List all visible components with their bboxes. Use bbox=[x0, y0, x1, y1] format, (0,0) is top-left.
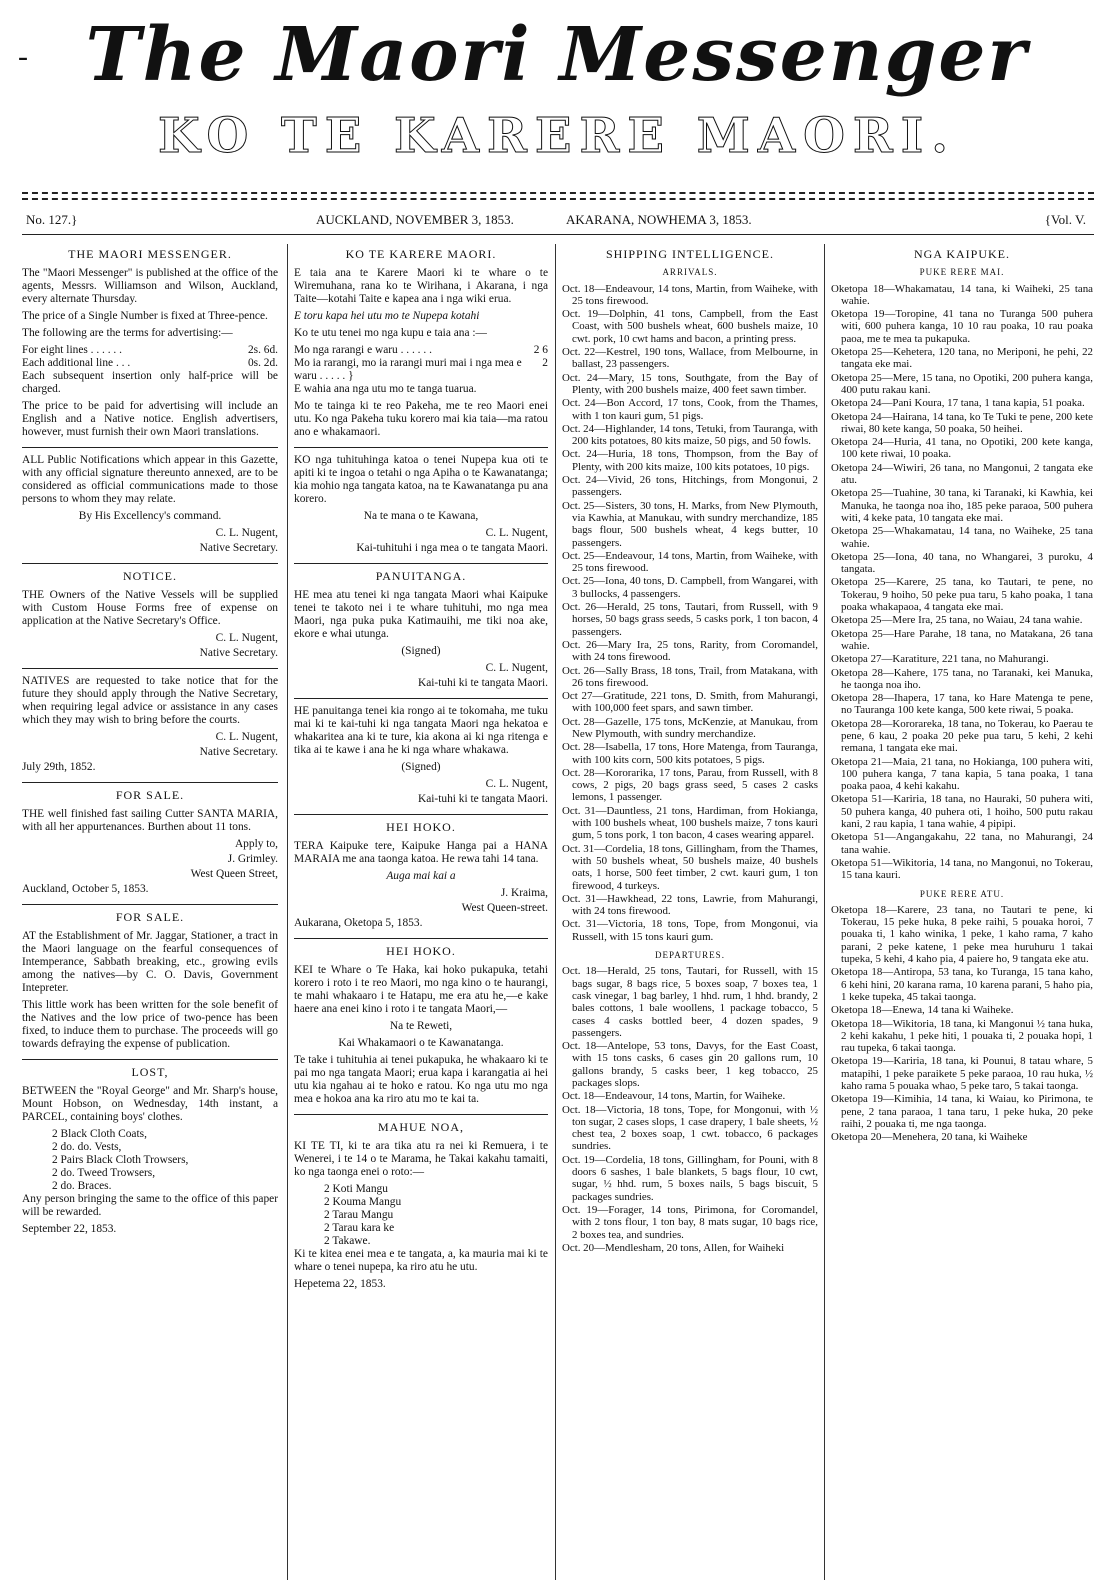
paragraph: E toru kapa hei utu mo te Nupepa kotahi bbox=[294, 310, 480, 322]
shipping-entry: Oketopa 24—Huria, 41 tana, no Opotiki, 200 kete kanga, 100 kete riwai, 10 poaka. bbox=[831, 436, 1093, 461]
list-item: 2 do. do. Vests, bbox=[52, 1141, 122, 1153]
paragraph: HE mea atu tenei ki nga tangata Maori whai Kaipuke tenei te takoto nei i te whare tuhituhi, mo nga mea Maori, nga puka puka Katimauihi, me tiki noa ake, ekore e whai utunga. bbox=[294, 589, 548, 640]
paragraph: E wahia ana nga utu mo te tanga tuarua. bbox=[294, 383, 477, 395]
shipping-entry: Oketopa 27—Karatiture, 221 tana, no Mahurangi. bbox=[831, 653, 1049, 666]
section-heading: HEI HOKO. bbox=[386, 820, 456, 834]
shipping-entry: Oct. 24—Huria, 18 tons, Thompson, from the Bay of Plenty, with 200 kits maize, 100 kits potatoes, 10 pigs. bbox=[562, 448, 818, 473]
paragraph: This little work has been written for the sole benefit of the Natives and the low price of two-pence has been fixed, to induce them to purchase. The proceeds will go towards defraying the expense of publication. bbox=[22, 999, 278, 1050]
shipping-entry: Oketopa 18—Whakamatau, 14 tana, ki Waiheki, 25 tana wahie. bbox=[831, 282, 1093, 307]
shipping-entry: Oct. 31—Victoria, 18 tons, Tope, from Mongonui, via Russell, with 15 tons kauri gum. bbox=[562, 918, 818, 943]
list-item: 2 Kouma Mangu bbox=[324, 1196, 402, 1208]
paragraph: The following are the terms for advertising:— bbox=[22, 327, 233, 339]
shipping-entry: Oketopa 25—Mere Ira, 25 tana, no Waiau, 24 tana wahie. bbox=[831, 614, 1083, 627]
masthead-subtitle: KO TE KARERE MAORI. bbox=[158, 108, 956, 164]
shipping-entry: Oketopa 18—Enewa, 14 tana ki Waiheke. bbox=[831, 1004, 1014, 1017]
rule-dateline bbox=[22, 234, 1094, 235]
section-heading: HEI HOKO. bbox=[386, 944, 456, 958]
signature: C. L. Nugent, bbox=[215, 731, 278, 743]
list-item: 2 Koti Mangu bbox=[324, 1183, 388, 1195]
date: Hepetema 22, 1853. bbox=[294, 1278, 386, 1290]
paragraph: Ko te utu tenei mo nga kupu e taia ana :— bbox=[294, 327, 487, 339]
paragraph: The price of a Single Number is fixed at Three-pence. bbox=[22, 310, 268, 322]
shipping-entry: Oketopa 25—Karere, 25 tana, ko Tautari, te pene, no Tokerau, 9 hoiho, 50 peke pua taru, 5 kaho poaka, 1 tana poaka whakapaoa, 4 tangata eke mai. bbox=[831, 576, 1093, 614]
list-item: 2 Pairs Black Cloth Trowsers, bbox=[52, 1154, 189, 1166]
shipping-entry: Oketopa 25—Whakamatau, 14 tana, no Waiheke, 25 tana wahie. bbox=[831, 525, 1093, 550]
column-divider bbox=[287, 244, 288, 1580]
shipping-entry: Oketopa 51—Wikitoria, 14 tana, no Mangonui, no Tokerau, 15 tana kauri. bbox=[831, 856, 1093, 882]
paragraph: Any person bringing the same to the office of this paper will be rewarded. bbox=[22, 1193, 278, 1218]
departures-list bbox=[831, 904, 1093, 1144]
paragraph: THE Owners of the Native Vessels will be supplied with Custom House Forms free of expense on application at the Native Secretary's Office. bbox=[22, 589, 278, 627]
apply-line: Apply to, bbox=[234, 838, 278, 850]
signature: C. L. Nugent, bbox=[215, 527, 278, 539]
paragraph: The "Maori Messenger" is published at the office of the agents, Messrs. Williamson and Wilson, Auckland, every alternate Thursday. bbox=[22, 267, 278, 305]
date: Aukarana, Oketopa 5, 1853. bbox=[294, 917, 423, 929]
shipping-entry: Oct. 28—Isabella, 17 tons, Hore Matenga, from Tauranga, with 100 kits corn, 500 kits potatoes, 5 pigs. bbox=[562, 741, 818, 766]
shipping-entry: Oketopa 19—Kariria, 18 tana, ki Pounui, 8 tatau whare, 5 matapihi, 1 peke paraikete 5 peke paraoa, 10 rau huka, ½ kaho rama 5 pouaka whao, 5 peke taro, 5 takai taonga. bbox=[831, 1055, 1093, 1092]
signed-label: (Signed) bbox=[401, 645, 441, 657]
shipping-entry: Oketopa 18—Antiropa, 53 tana, ko Turanga, 15 tana kaho, 6 kehi hini, 20 karana rama, 10 karena parani, 5 haho pia, 1 keke tupeka, 45 takai taonga. bbox=[831, 966, 1093, 1003]
shipping-entry: Oketopa 24—Wiwiri, 26 tana, no Mangonui, 2 tangata eke atu. bbox=[831, 461, 1093, 487]
list-item: 2 Takawe. bbox=[324, 1235, 371, 1247]
paragraph: Mo te tainga ki te reo Pakeha, me te reo Maori enei utu. Ko nga Pakeha tuku korero mai kia taia—ma ratou ano e whakamaori. bbox=[294, 400, 548, 438]
section-heading: MAHUE NOA, bbox=[378, 1120, 464, 1134]
shipping-entry: Oketopa 20—Menehera, 20 tana, ki Waiheke bbox=[831, 1131, 1028, 1144]
shipping-entry: Oct. 31—Dauntless, 21 tons, Hardiman, from Hokianga, with 100 bushels wheat, 100 bushels maize, 7 tons kauri gum, 5 tons pork, 1 ton bacon, 4 cases wearing apparel. bbox=[562, 804, 818, 842]
signature-title: Kai-tuhi ki te tangata Maori. bbox=[417, 677, 548, 689]
shipping-entry: Oketopa 24—Hairana, 14 tana, ko Te Tuki te pene, 200 kete riwai, 80 kete kanga, 50 poaka, 50 heihei. bbox=[831, 410, 1093, 435]
divider bbox=[22, 668, 278, 669]
list-item: 2 do. Braces. bbox=[52, 1180, 112, 1192]
shipping-entry: Oct. 25—Iona, 40 tons, D. Campbell, from Wangarei, with 3 bullocks, 4 passengers. bbox=[562, 575, 818, 600]
shipping-entry: Oct 27—Gratitude, 221 tons, D. Smith, from Mahurangi, with 100,000 feet spars, and sawn timber. bbox=[562, 690, 818, 715]
shipping-entry: Oct. 24—Mary, 15 tons, Southgate, from the Bay of Plenty, with 200 bushels maize, 400 feet sawn timber. bbox=[562, 371, 818, 396]
arrivals-list bbox=[562, 283, 818, 943]
date: Auckland, October 5, 1853. bbox=[22, 883, 149, 895]
column-english-notices bbox=[22, 244, 278, 1580]
paragraph: BETWEEN the "Royal George" and Mr. Sharp's house, Mount Hobson, on Wednesday, 14th instant, a PARCEL, containing boys' clothes. bbox=[22, 1085, 278, 1123]
paragraph: KEI te Whare o Te Haka, kai hoko pukapuka, tetahi korero i roto i te reo Maori, mo nga kino o te haurangi, te mahi whakaaro i te Hatapu, me era atu he,—e kake haere ana enei kino i roto i te tangata Maori,— bbox=[294, 964, 548, 1015]
signature: C. L. Nugent, bbox=[485, 527, 548, 539]
shipping-entry: Oketopa 51—Kariria, 18 tana, no Hauraki, 50 puhera witi, 50 puhera kanga, 40 puhera oti, 1 hoiho, 500 putu rakau kani, 2 rau kapia, 1 tana wahie, 4 pipipi. bbox=[831, 793, 1093, 831]
column-shipping-english bbox=[562, 244, 818, 1580]
shipping-entry: Oketopa 25—Kehetera, 120 tana, no Meriponi, he pehi, 22 tangata eke mai. bbox=[831, 346, 1093, 371]
column-divider bbox=[555, 244, 556, 1580]
subheading-arrivals: ARRIVALS. bbox=[662, 267, 718, 278]
rate-label: Mo nga rarangi e waru . . . . . . bbox=[294, 344, 432, 356]
ornament-dash: - bbox=[18, 40, 28, 73]
shipping-entry: Oct. 28—Kororarika, 17 tons, Parau, from Russell, with 8 cows, 2 pigs, 20 bags grass seed, 5 cases 2 casks lemons, 1 passenger. bbox=[562, 766, 818, 804]
column-maori-notices bbox=[294, 244, 548, 1580]
shipping-entry: Oct. 20—Mendlesham, 20 tons, Allen, for Waiheki bbox=[562, 1241, 785, 1254]
section-heading: NGA KAIPUKE. bbox=[914, 247, 1010, 261]
section-heading: THE MAORI MESSENGER. bbox=[68, 247, 232, 261]
divider bbox=[22, 904, 278, 905]
shipping-entry: Oketopa 25—Hare Parahe, 18 tana, no Matakana, 26 tana wahie. bbox=[831, 627, 1093, 652]
rate-value: 2s. 6d. bbox=[247, 344, 278, 356]
paragraph: TERA Kaipuke tere, Kaipuke Hanga pai a HANA MARAIA me ana taonga katoa. He rewa tahi 14 tana. bbox=[294, 840, 548, 865]
shipping-entry: Oct. 31—Cordelia, 18 tons, Gillingham, from the Thames, with 50 bushels wheat, 50 bushels maize, 40 bushels oats, 1 horse, 500 feet timber, 2 cwt. kauri gum, 1 ton firewood, 4 turkeys. bbox=[562, 842, 818, 892]
paragraph: KI TE TI, ki te ara tika atu ra nei ki Remuera, i te Wenerei, i te 14 o te Marama, he Takai kakahu tamaiti, ko nga taonga enei o roto:— bbox=[294, 1140, 548, 1178]
shipping-entry: Oketopa 25—Mere, 15 tana, no Opotiki, 200 puhera kanga, 400 putu rakau kani. bbox=[831, 371, 1093, 396]
shipping-entry: Oct. 25—Endeavour, 14 tons, Martin, from Waiheke, with 25 tons firewood. bbox=[562, 549, 818, 575]
rate-label: Each additional line . . . bbox=[22, 357, 131, 369]
section-heading: FOR SALE. bbox=[115, 910, 185, 924]
signature: J. Grimley. bbox=[227, 853, 278, 865]
shipping-entry: Oct. 18—Endeavour, 14 tons, Martin, from Waiheke, with 25 tons firewood. bbox=[562, 282, 818, 307]
shipping-entry: Oketopa 24—Pani Koura, 17 tana, 1 tana kapia, 51 poaka. bbox=[831, 397, 1085, 410]
signature: C. L. Nugent, bbox=[485, 778, 548, 790]
paragraph: THE well finished fast sailing Cutter SANTA MARIA, with all her appurtenances. Burthen about 11 tons. bbox=[22, 808, 278, 833]
date-maori: AKARANA, NOWHEMA 3, 1853. bbox=[566, 212, 752, 227]
shipping-entry: Oct. 26—Herald, 25 tons, Tautari, from Russell, with 9 horses, 50 bags grass seeds, 5 casks pork, 1 ton bacon, 4 passengers. bbox=[562, 601, 818, 638]
section-heading: KO TE KARERE MAORI. bbox=[345, 247, 497, 261]
section-heading: PANUITANGA. bbox=[375, 569, 467, 583]
rate-row bbox=[294, 357, 548, 383]
signature: J. Kraima, bbox=[500, 887, 548, 899]
address: West Queen Street, bbox=[190, 868, 278, 880]
issue-number: No. 127.} bbox=[26, 212, 78, 227]
section-heading: FOR SALE. bbox=[115, 788, 185, 802]
shipping-entry: Oct. 26—Mary Ira, 25 tons, Rarity, from Coromandel, with 24 tons firewood. bbox=[562, 638, 818, 664]
divider bbox=[294, 814, 548, 815]
shipping-entry: Oct. 24—Highlander, 14 tons, Tetuki, from Tauranga, with 200 kits potatoes, 80 kits maize, 50 pigs, and 50 fowls. bbox=[562, 422, 818, 448]
shipping-entry: Oketopa 19—Toropine, 41 tana no Turanga 500 puhera witi, 600 puhera kanga, 10 10 rau poaka, 10 rau poaka paoa, me te mea ta pukapuka. bbox=[831, 308, 1093, 345]
signature: Na te Reweti, bbox=[389, 1020, 453, 1032]
list-item: 2 Black Cloth Coats, bbox=[52, 1128, 147, 1140]
volume: {Vol. V. bbox=[1044, 212, 1086, 227]
divider bbox=[294, 698, 548, 699]
address: West Queen-street. bbox=[461, 902, 548, 914]
shipping-entry: Oct. 19—Dolphin, 41 tons, Campbell, from the East Coast, with 500 bushels wheat, 600 bushels maize, 10 cwt. pork, 10 cwt hams and bacon, a printing press. bbox=[562, 308, 818, 345]
list-item: 2 Tarau kara ke bbox=[324, 1222, 395, 1234]
signature-title: Kai Whakamaori o te Kawanatanga. bbox=[338, 1037, 504, 1049]
rate-label: Mo ia rarangi, mo ia rarangi muri mai i nga mea e waru . . . . . } bbox=[294, 357, 522, 382]
departures-list bbox=[562, 965, 818, 1254]
shipping-entry: Oketopa 18—Karere, 23 tana, no Tautari te pene, ki Tokerau, 15 peke huka, 8 peke raihi, 5 pouaka horoi, 7 pouaka ti, 1 kaho winika, 1 peke, 1 kaho rama, 7 kaho parani, 2 peke katene, 1 peke mea huruhuru 1 takai tupeka, 5 kehi, 4 kaho pia, 4 paiere ho, 9 tangata eke atu. bbox=[831, 903, 1093, 966]
signed-label: (Signed) bbox=[401, 761, 441, 773]
rate-value: 2 bbox=[542, 357, 548, 369]
rate-row bbox=[294, 344, 548, 357]
column-shipping-maori bbox=[831, 244, 1093, 1580]
command-line: By His Excellency's command. bbox=[78, 510, 222, 522]
shipping-entry: Oct. 25—Sisters, 30 tons, H. Marks, from New Plymouth, via Kawhia, at Manukau, with sundry merchandize, 185 bags flour, 500 bushels wheat, 4 kegs butter, 10 passengers. bbox=[562, 499, 818, 549]
shipping-entry: Oct. 31—Hawkhead, 22 tons, Lawrie, from Mahurangi, with 24 tons firewood. bbox=[562, 892, 818, 918]
apply-line: Auga mai kai a bbox=[386, 870, 456, 882]
shipping-entry: Oct. 24—Vivid, 26 tons, Hitchings, from Mongonui, 2 passengers. bbox=[562, 474, 818, 499]
divider bbox=[294, 447, 548, 448]
date: July 29th, 1852. bbox=[22, 761, 96, 773]
divider bbox=[294, 1114, 548, 1115]
shipping-entry: Oketopa 19—Kimihia, 14 tana, ki Waiau, ko Pirimona, te pene, 2 tana paraoa, 1 tana taru, 1 peke huka, 20 peke raihi, 2 pouaka ti, me nga taonga. bbox=[831, 1093, 1093, 1130]
paragraph: ALL Public Notifications which appear in this Gazette, with any official signature thereunto annexed, are to be considered as official communications made to those persons to whom they may relate. bbox=[22, 454, 278, 505]
rate-label: For eight lines . . . . . . bbox=[22, 344, 122, 356]
shipping-entry: Oketopa 25—Tuahine, 30 tana, ki Taranaki, ki Kawhia, kei Manuka, he taonga noa iho, 185 peke paraoa, 500 puhera witi, 4 keke pata, 10 tangata eke mai. bbox=[831, 487, 1093, 524]
paragraph: Te take i tuhituhia ai tenei pukapuka, he whakaaro ki te pai mo nga tangata Maori; erua kapa i karangatia ai hei utu kia ngahau ai te hoko e ratou. Ko nga utu mo nga mea e hokoa ana ka riro atu mo te kai ta. bbox=[294, 1054, 548, 1105]
signature-title: Kai-tuhituhi i nga mea o te tangata Maori. bbox=[356, 542, 548, 554]
shipping-entry: Oketopa 28—Kororareka, 18 tana, no Tokerau, ko Paerau te pene, 6 kau, 2 poaka 20 peke pua taru, 5 kehi, 2 kehi remana, 1 tangata eke mai. bbox=[831, 717, 1093, 755]
divider bbox=[22, 447, 278, 448]
date: September 22, 1853. bbox=[22, 1223, 117, 1235]
date-english: AUCKLAND, NOVEMBER 3, 1853. bbox=[316, 212, 514, 227]
divider bbox=[294, 563, 548, 564]
section-heading: LOST, bbox=[131, 1065, 169, 1079]
divider bbox=[22, 563, 278, 564]
shipping-entry: Oketopa 25—Iona, 40 tana, no Whangarei, 3 puroku, 4 tangata. bbox=[831, 550, 1093, 576]
shipping-entry: Oct. 18—Herald, 25 tons, Tautari, for Russell, with 15 bags sugar, 8 bags rice, 5 boxes soap, 7 boxes tea, 1 cask vinegar, 1 bag barley, 1 hhd. rum, 1 hhd. brandy, 2 bales cottons, 1 bale woollens, 1 package tobacco, 5 cases 4 casks bottled beer, 4 dozen spades, 9 passengers. bbox=[562, 965, 818, 1039]
shipping-entry: Oct. 18—Victoria, 18 tons, Tope, for Mongonui, with ½ ton sugar, 2 cases slops, 1 case drapery, 1 bale sheets, ½ chest tea, 2 boxes soap, 1 cwt. tobacco, 6 packages sundries. bbox=[562, 1103, 818, 1153]
arrivals-list bbox=[831, 283, 1093, 882]
subheading-departures: DEPARTURES. bbox=[655, 950, 725, 961]
masthead bbox=[0, 0, 1114, 195]
column-divider bbox=[824, 244, 825, 1580]
shipping-entry: Oketopa 51—Angangakahu, 22 tana, no Mahurangi, 24 tana wahie. bbox=[831, 831, 1093, 856]
shipping-entry: Oct. 26—Sally Brass, 18 tons, Trail, from Matakana, with 26 tons firewood. bbox=[562, 664, 818, 689]
divider bbox=[294, 938, 548, 939]
list-item: 2 do. Tweed Trowsers, bbox=[52, 1167, 156, 1179]
shipping-entry: Oketopa 28—Kahere, 175 tana, no Taranaki, kei Manuka, he taonga noa iho. bbox=[831, 666, 1093, 691]
rate-row bbox=[22, 357, 278, 370]
signature-title: Native Secretary. bbox=[199, 746, 278, 758]
paragraph: E taia ana te Karere Maori ki te whare o te Wiremuhana, rana ko te Wirihana, i Akarana, i nga Taite—kotahi Taite e kapea ana i nga wiki erua. bbox=[294, 267, 548, 305]
shipping-entry: Oketopa 21—Maia, 21 tana, no Hokianga, 100 puhera witi, 100 puhera kanga, 7 tana kapia, 5 tana poaka, 1 tana poaka paoa, 4 kehi kakahu. bbox=[831, 755, 1093, 793]
rule-top-2 bbox=[22, 198, 1094, 200]
shipping-entry: Oct. 28—Gazelle, 175 tons, McKenzie, at Manukau, from New Plymouth, with sundry merchandize. bbox=[562, 715, 818, 740]
subheading-departures: PUKE RERE ATU. bbox=[919, 888, 1005, 899]
list-item: 2 Tarau Mangu bbox=[324, 1209, 394, 1221]
section-heading: NOTICE. bbox=[123, 569, 177, 583]
rate-value: 0s. 2d. bbox=[247, 357, 278, 369]
signature-title: Native Secretary. bbox=[199, 647, 278, 659]
masthead-title: The Maori Messenger bbox=[85, 12, 1029, 98]
paragraph: The price to be paid for advertising will include an English and a Native notice. English advertisers, however, must furnish their own Maori translations. bbox=[22, 400, 278, 438]
paragraph: KO nga tuhituhinga katoa o tenei Nupepa kua oti te apiti ki te ingoa o tetahi o nga Apiha o te Kawanatanga; kia mohio nga tangata katoa, na te Kawanatanga pu ana korero. bbox=[294, 454, 548, 505]
shipping-entry: Oct. 19—Forager, 14 tons, Pirimona, for Coromandel, with 2 tons flour, 1 ton bay, 8 mats sugar, 10 bags rice, 2 boxes tea, and sundries. bbox=[562, 1203, 818, 1241]
rule-top bbox=[22, 192, 1094, 194]
paragraph: NATIVES are requested to take notice that for the future they should apply through the Native Secretary, when requiring legal advice or assistance in any cases which they may wish to bring before the courts. bbox=[22, 675, 278, 726]
shipping-entry: Oct. 18—Endeavour, 14 tons, Martin, for Waiheke. bbox=[562, 1090, 786, 1103]
signature: C. L. Nugent, bbox=[485, 662, 548, 674]
command-line: Na te mana o te Kawana, bbox=[363, 510, 479, 522]
paragraph: Ki te kitea enei mea e te tangata, a, ka mauria mai ki te whare o tenei nupepa, ka riro atu he utu. bbox=[294, 1248, 548, 1273]
rate-row bbox=[22, 344, 278, 357]
section-heading: SHIPPING INTELLIGENCE. bbox=[606, 247, 774, 261]
rate-value: 2 6 bbox=[533, 344, 548, 356]
paragraph: AT the Establishment of Mr. Jaggar, Stationer, a tract in the Maori language on the fearful consequences of Intemperance, Sabbath breaking, etc., growing evils among the natives—by C. O. Davis, Government Intepreter. bbox=[22, 930, 278, 994]
signature-title: Native Secretary. bbox=[199, 542, 278, 554]
shipping-entry: Oketopa 28—Ihapera, 17 tana, ko Hare Matenga te pene, no Tauranga 100 kete kanga, 500 kete riwai, 5 poaka. bbox=[831, 692, 1093, 717]
shipping-entry: Oct. 22—Kestrel, 190 tons, Wallace, from Melbourne, in ballast, 23 passengers. bbox=[562, 346, 818, 371]
divider bbox=[22, 782, 278, 783]
paragraph: HE panuitanga tenei kia rongo ai te tokomaha, me tuku mai ki te kai-tuhi ki nga tangata Maori nga hekatoa e whakaritea ana ki te ture, kia akona ai ki nga ritenga e tika ai te kawe i ana he ki nga whare whakawa. bbox=[294, 705, 548, 756]
shipping-entry: Oct. 19—Cordelia, 18 tons, Gillingham, for Pouni, with 8 doors 6 sashes, 1 bale blankets, 5 bags flour, 10 cwt, sugar, ½ hhd. rum, 5 boxes nails, 5 bags biscuit, 5 packages sundries. bbox=[562, 1153, 818, 1203]
signature: C. L. Nugent, bbox=[215, 632, 278, 644]
divider bbox=[22, 1059, 278, 1060]
signature-title: Kai-tuhi ki te tangata Maori. bbox=[417, 793, 548, 805]
shipping-entry: Oct. 24—Bon Accord, 17 tons, Cook, from the Thames, with 1 ton kauri gum, 51 pigs. bbox=[562, 397, 818, 422]
subheading-arrivals: PUKE RERE MAI. bbox=[919, 267, 1005, 278]
shipping-entry: Oketopa 18—Wikitoria, 18 tana, ki Mangonui ½ tana huka, 2 kehi kakahu, 1 peke hiti, 1 pouaka ti, 2 pouaka hopi, 1 rau tupeka, 6 takai taonga. bbox=[831, 1017, 1093, 1055]
paragraph: Each subsequent insertion only half-price will be charged. bbox=[22, 370, 278, 395]
shipping-entry: Oct. 18—Antelope, 53 tons, Davys, for the East Coast, with 15 tons casks, 6 cases gin 20 gallons rum, 10 gallons brandy, 5 casks beer, 1 keg tobacco, 25 packages slops. bbox=[562, 1040, 818, 1089]
